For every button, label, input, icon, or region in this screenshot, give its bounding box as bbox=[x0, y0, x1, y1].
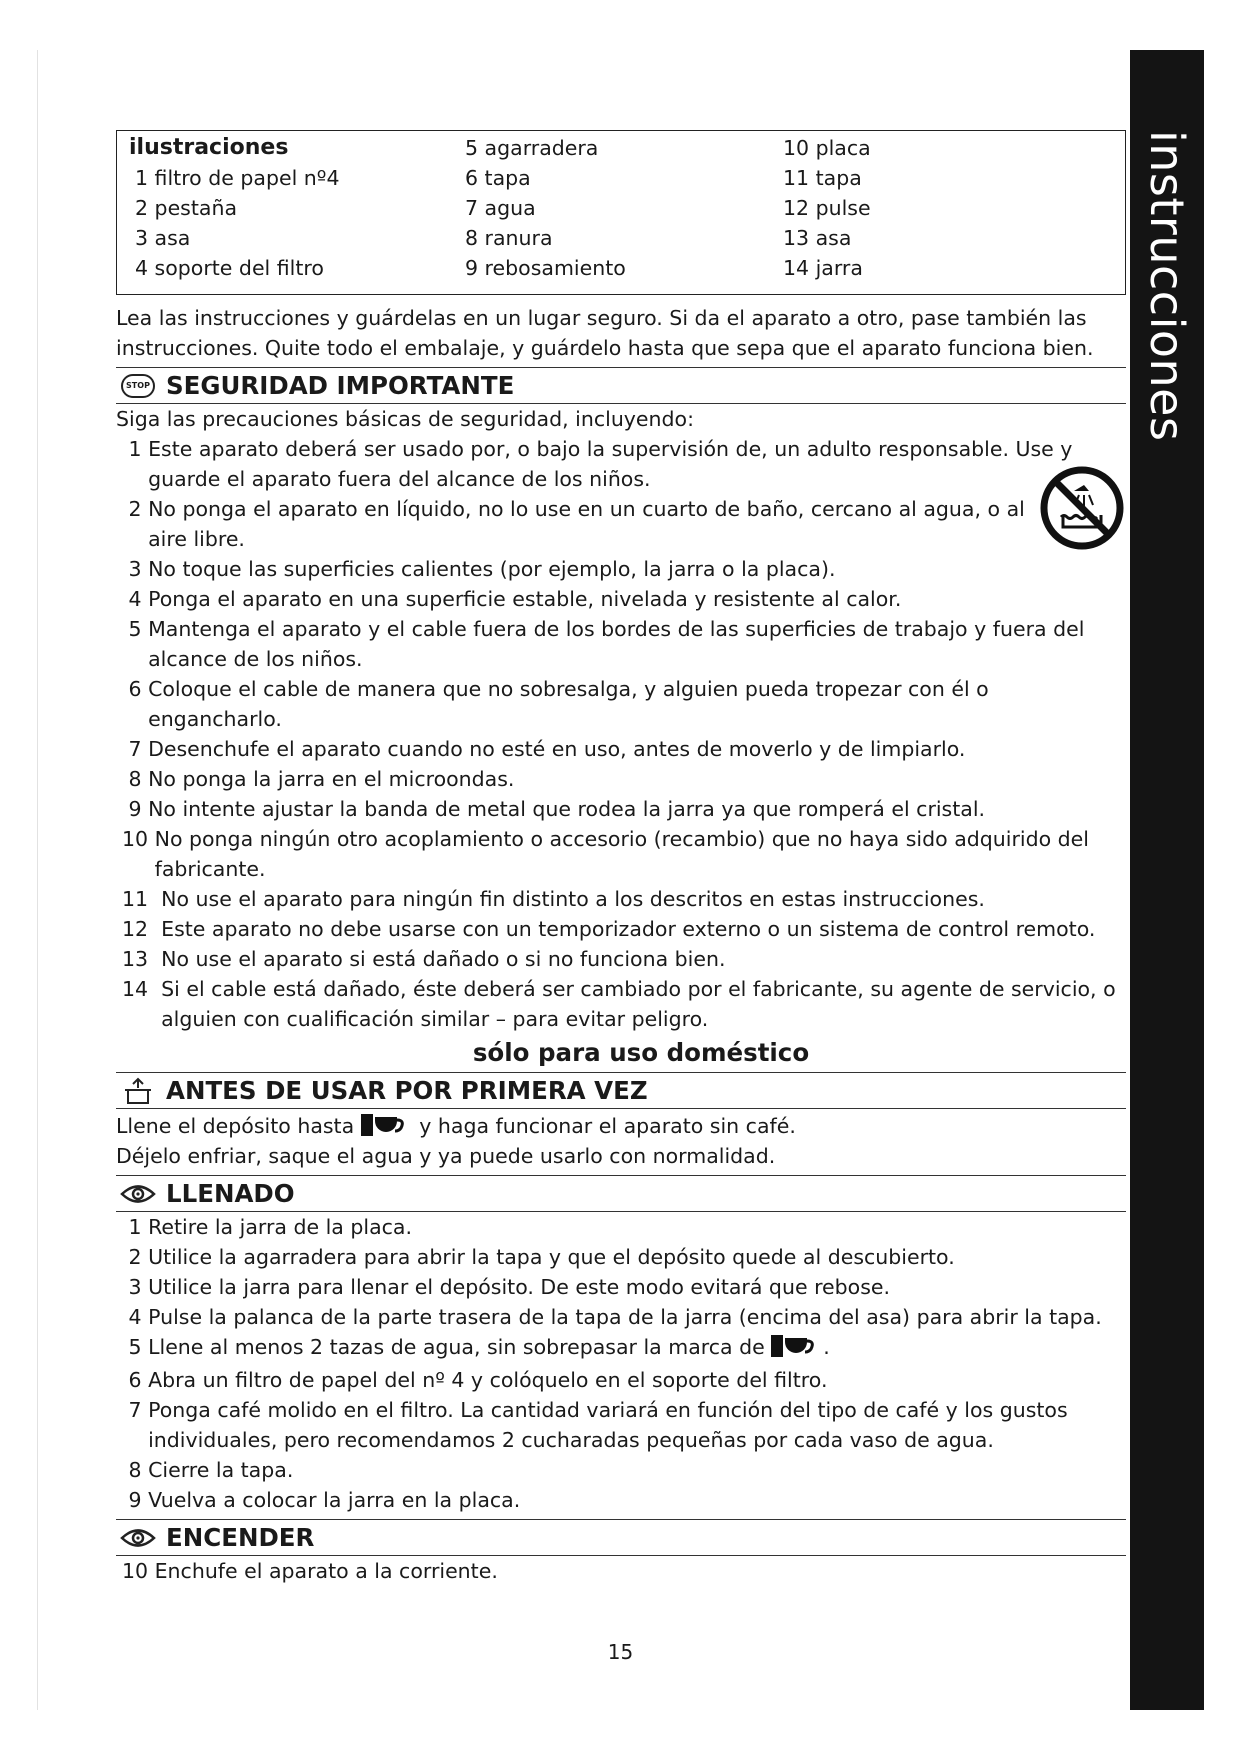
list-item-line: engancharlo. bbox=[148, 707, 282, 731]
list-item-line: No toque las superficies calientes (por ejemplo, la jarra o la placa). bbox=[148, 557, 836, 581]
content bbox=[116, 130, 1126, 1586]
illustration-item: 1 filtro de papel nº4 bbox=[135, 166, 340, 190]
list-item-text bbox=[148, 1242, 1126, 1272]
max-cup-mark-icon bbox=[361, 1114, 413, 1144]
list-item-line: No ponga el aparato en líquido, no lo use en un cuarto de baño, cercano al agua, o al bbox=[148, 497, 1025, 521]
domestic-use-note: sólo para uso doméstico bbox=[472, 1038, 810, 1067]
list-item-line: No intente ajustar la banda de metal que rodea la jarra ya que romperá el cristal. bbox=[148, 797, 986, 821]
list-item-line: Pulse la palanca de la parte trasera de la tapa de la jarra (encima del asa) para abrir la tapa. bbox=[148, 1305, 1102, 1329]
list-item-line: Utilice la jarra para llenar el depósito. De este modo evitará que rebose. bbox=[148, 1275, 891, 1299]
list-item bbox=[116, 824, 1126, 884]
illustration-item: 14 jarra bbox=[783, 256, 863, 280]
list-item bbox=[116, 884, 1126, 914]
list-item-number: 3 bbox=[122, 557, 149, 581]
list-item bbox=[116, 1365, 1126, 1395]
list-item-text bbox=[148, 734, 1126, 764]
list-item-number: 10 bbox=[122, 827, 155, 851]
switch-on-list bbox=[116, 1556, 1126, 1586]
list-item-text bbox=[161, 944, 1126, 974]
list-item bbox=[116, 1212, 1126, 1242]
illustrations-col-1 bbox=[129, 133, 340, 283]
list-item-text bbox=[161, 914, 1126, 944]
switch-on-heading-text: ENCENDER bbox=[166, 1522, 315, 1552]
list-item-text bbox=[148, 1302, 1126, 1332]
list-item-line: aire libre. bbox=[148, 527, 245, 551]
list-item-text bbox=[148, 1332, 1126, 1365]
illustration-item: 13 asa bbox=[783, 226, 852, 250]
list-item bbox=[116, 734, 1126, 764]
list-item bbox=[116, 614, 1126, 674]
list-item-line: Retire la jarra de la placa. bbox=[148, 1215, 412, 1239]
illustration-item: 6 tapa bbox=[465, 166, 531, 190]
list-item-text bbox=[148, 674, 1126, 734]
list-item-text bbox=[161, 884, 1126, 914]
illustration-item: 8 ranura bbox=[465, 226, 553, 250]
list-item-number: 5 bbox=[122, 617, 149, 641]
illustration-item: 9 rebosamiento bbox=[465, 256, 626, 280]
list-item-line: individuales, pero recomendamos 2 cucharadas pequeñas por cada vaso de agua. bbox=[148, 1428, 994, 1452]
illustration-item: 2 pestaña bbox=[135, 196, 238, 220]
list-item-line: Desenchufe el aparato cuando no esté en uso, antes de moverlo y de limpiarlo. bbox=[148, 737, 966, 761]
list-item-number: 8 bbox=[122, 1458, 149, 1482]
list-item-line: guarde el aparato fuera del alcance de los niños. bbox=[148, 467, 651, 491]
list-item bbox=[116, 914, 1126, 944]
intro-paragraph bbox=[116, 303, 1126, 363]
list-item bbox=[116, 584, 1126, 614]
list-item-line: No ponga ningún otro acoplamiento o accesorio (recambio) que no haya sido adquirido del bbox=[154, 827, 1089, 851]
illustrations-box bbox=[116, 130, 1126, 295]
first-use-line-2: Déjelo enfriar, saque el agua y ya puede usarlo con normalidad. bbox=[116, 1144, 776, 1168]
list-item bbox=[116, 1556, 1126, 1586]
list-item-number: 5 bbox=[122, 1335, 149, 1359]
illustrations-col-2 bbox=[465, 133, 626, 283]
list-item-text bbox=[148, 554, 1126, 584]
illustration-item: 12 pulse bbox=[783, 196, 871, 220]
filling-list bbox=[116, 1212, 1126, 1515]
list-item bbox=[116, 794, 1126, 824]
max-cup-mark-icon bbox=[771, 1335, 823, 1365]
list-item-line: Llene al menos 2 tazas de agua, sin sobrepasar la marca de bbox=[148, 1335, 765, 1359]
list-item bbox=[116, 1242, 1126, 1272]
list-item-number: 14 bbox=[122, 977, 162, 1001]
list-item-number: 9 bbox=[122, 797, 149, 821]
illustration-item: 7 agua bbox=[465, 196, 536, 220]
list-item-number: 10 bbox=[122, 1559, 155, 1583]
list-item bbox=[116, 494, 1126, 554]
list-item-line: alcance de los niños. bbox=[148, 647, 363, 671]
filling-heading-text: LLENADO bbox=[166, 1178, 295, 1208]
list-item bbox=[116, 434, 1126, 494]
list-item-line: No use el aparato si está dañado o si no funciona bien. bbox=[161, 947, 726, 971]
safety-list bbox=[116, 434, 1126, 1034]
list-item-number: 11 bbox=[122, 887, 162, 911]
stop-icon-label: STOP bbox=[121, 374, 155, 398]
list-item-text bbox=[148, 1485, 1126, 1515]
illustrations-title: ilustraciones bbox=[129, 135, 289, 160]
first-use-heading-text: ANTES DE USAR POR PRIMERA VEZ bbox=[166, 1075, 648, 1105]
list-item-number: 3 bbox=[122, 1275, 149, 1299]
list-item-text bbox=[148, 1212, 1126, 1242]
list-item-text bbox=[155, 1556, 1126, 1586]
list-item-text bbox=[148, 614, 1126, 674]
list-item bbox=[116, 764, 1126, 794]
list-item-number: 1 bbox=[122, 1215, 149, 1239]
illustration-item: 4 soporte del filtro bbox=[135, 256, 324, 280]
list-item-line: Este aparato no debe usarse con un temporizador externo o un sistema de control remoto. bbox=[161, 917, 1096, 941]
list-item-number: 4 bbox=[122, 1305, 149, 1329]
list-item-text bbox=[148, 764, 1126, 794]
list-item-number: 9 bbox=[122, 1488, 149, 1512]
list-item bbox=[116, 1485, 1126, 1515]
list-item bbox=[116, 1455, 1126, 1485]
list-item-line: No use el aparato para ningún fin distinto a los descritos en estas instrucciones. bbox=[161, 887, 985, 911]
safety-lead: Siga las precauciones básicas de seguridad, incluyendo: bbox=[116, 407, 695, 431]
list-item bbox=[116, 674, 1126, 734]
list-item bbox=[116, 1302, 1126, 1332]
list-item-line: No ponga la jarra en el microondas. bbox=[148, 767, 515, 791]
safety-heading-text: SEGURIDAD IMPORTANTE bbox=[166, 370, 515, 400]
eye-icon bbox=[116, 1183, 160, 1205]
list-item-number: 7 bbox=[122, 1398, 149, 1422]
list-item-text bbox=[148, 1455, 1126, 1485]
list-item-number: 7 bbox=[122, 737, 149, 761]
list-item-line: Este aparato deberá ser usado por, o bajo la supervisión de, un adulto responsable. Use y bbox=[148, 437, 1073, 461]
list-item-number: 6 bbox=[122, 1368, 149, 1392]
filling-heading bbox=[116, 1175, 1126, 1212]
list-item-line: Vuelva a colocar la jarra en la placa. bbox=[148, 1488, 521, 1512]
switch-on-heading bbox=[116, 1519, 1126, 1556]
list-item-number: 8 bbox=[122, 767, 149, 791]
list-item-line: Cierre la tapa. bbox=[148, 1458, 294, 1482]
list-item-number: 12 bbox=[122, 917, 162, 941]
list-item-text bbox=[148, 584, 1126, 614]
list-item-line: Abra un filtro de papel del nº 4 y colóquelo en el soporte del filtro. bbox=[148, 1368, 828, 1392]
list-item-text bbox=[148, 494, 1126, 554]
list-item-line: fabricante. bbox=[154, 857, 266, 881]
illustration-item: 10 placa bbox=[783, 136, 871, 160]
first-use-text-b: y haga funcionar el aparato sin café. bbox=[419, 1114, 796, 1138]
list-item-line: Utilice la agarradera para abrir la tapa y que el depósito quede al descubierto. bbox=[148, 1245, 955, 1269]
first-use-line-1 bbox=[116, 1111, 1126, 1141]
no-water-warning-icon bbox=[1039, 465, 1125, 551]
page-number: 15 bbox=[607, 1640, 634, 1664]
list-item bbox=[116, 1395, 1126, 1455]
unpack-box-icon bbox=[116, 1076, 160, 1106]
list-item bbox=[116, 554, 1126, 584]
list-item bbox=[116, 974, 1126, 1034]
list-item-line: alguien con cualificación similar – para evitar peligro. bbox=[161, 1007, 709, 1031]
list-item-line: Coloque el cable de manera que no sobresalga, y alguien pueda tropezar con él o bbox=[148, 677, 989, 701]
intro-line: instrucciones. Quite todo el embalaje, y guárdelo hasta que sepa que el aparato funciona bien. bbox=[116, 336, 1094, 360]
safety-heading bbox=[116, 367, 1126, 404]
list-item bbox=[116, 944, 1126, 974]
list-item-number: 2 bbox=[122, 1245, 149, 1269]
list-item-line: Si el cable está dañado, éste deberá ser cambiado por el fabricante, su agente de servicio, o bbox=[161, 977, 1116, 1001]
list-item-line: Enchufe el aparato a la corriente. bbox=[154, 1559, 498, 1583]
first-use-text-a: Llene el depósito hasta bbox=[116, 1114, 355, 1138]
list-item-line: Mantenga el aparato y el cable fuera de los bordes de las superficies de trabajo y fuera del bbox=[148, 617, 1085, 641]
left-margin-rule bbox=[37, 50, 38, 1710]
first-use-heading bbox=[116, 1072, 1126, 1109]
list-item-number: 2 bbox=[122, 497, 149, 521]
intro-line: Lea las instrucciones y guárdelas en un lugar seguro. Si da el aparato a otro, pase también las bbox=[116, 306, 1087, 330]
list-item-number: 6 bbox=[122, 677, 149, 701]
list-item-text bbox=[148, 1395, 1126, 1455]
eye-icon bbox=[116, 1527, 160, 1549]
list-item-line: Ponga café molido en el filtro. La cantidad variará en función del tipo de café y los gustos bbox=[148, 1398, 1068, 1422]
list-item-line: Ponga el aparato en una superficie estable, nivelada y resistente al calor. bbox=[148, 587, 902, 611]
illustration-item: 5 agarradera bbox=[465, 136, 599, 160]
list-item bbox=[116, 1272, 1126, 1302]
list-item-number: 4 bbox=[122, 587, 149, 611]
list-item-end: . bbox=[823, 1335, 830, 1359]
illustrations-col-3 bbox=[783, 133, 871, 283]
side-tab-label: instrucciones bbox=[1140, 130, 1194, 442]
list-item-text bbox=[148, 794, 1126, 824]
list-item-text bbox=[155, 824, 1126, 884]
list-item-number: 1 bbox=[122, 437, 149, 461]
illustration-item: 11 tapa bbox=[783, 166, 862, 190]
list-item bbox=[116, 1332, 1126, 1365]
list-item-text bbox=[148, 1272, 1126, 1302]
stop-icon bbox=[116, 374, 160, 398]
illustration-item: 3 asa bbox=[135, 226, 191, 250]
list-item-text bbox=[148, 434, 1126, 494]
list-item-number: 13 bbox=[122, 947, 162, 971]
list-item-text bbox=[161, 974, 1126, 1034]
list-item-text bbox=[148, 1365, 1126, 1395]
